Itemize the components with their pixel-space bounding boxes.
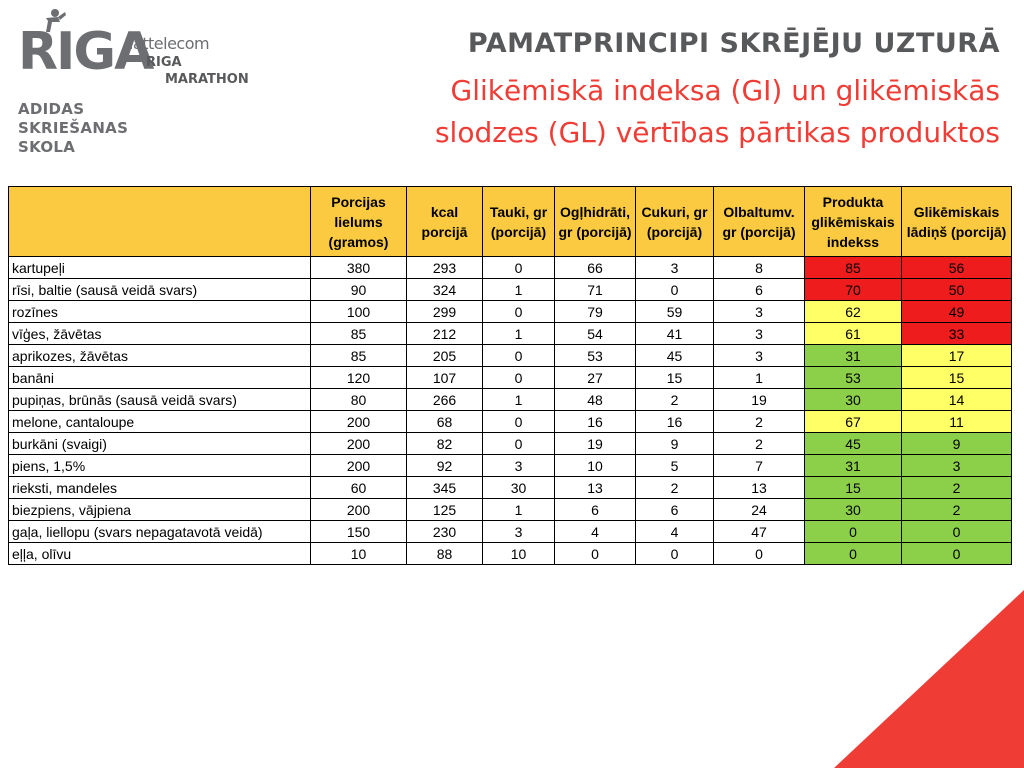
cell-protein: 2 bbox=[714, 411, 805, 433]
table-row bbox=[9, 345, 1012, 367]
cell-protein: 19 bbox=[714, 389, 805, 411]
cell-sugar: 2 bbox=[636, 477, 714, 499]
cell-name: pupiņas, brūnās (sausā veidā svars) bbox=[9, 389, 311, 411]
cell-portion: 60 bbox=[311, 477, 407, 499]
cell-kcal: 82 bbox=[407, 433, 483, 455]
cell-gl: 9 bbox=[902, 433, 1012, 455]
cell-fat: 0 bbox=[483, 345, 555, 367]
cell-carbs: 10 bbox=[555, 455, 636, 477]
cell-carbs: 48 bbox=[555, 389, 636, 411]
column-header: Ogļhidrāti, gr (porcijā) bbox=[555, 187, 636, 257]
table-row bbox=[9, 433, 1012, 455]
table-row bbox=[9, 257, 1012, 279]
cell-gl: 2 bbox=[902, 499, 1012, 521]
table-row bbox=[9, 389, 1012, 411]
cell-kcal: 299 bbox=[407, 301, 483, 323]
column-header: Olbaltumv. gr (porcijā) bbox=[714, 187, 805, 257]
cell-fat: 30 bbox=[483, 477, 555, 499]
cell-kcal: 293 bbox=[407, 257, 483, 279]
cell-carbs: 71 bbox=[555, 279, 636, 301]
cell-fat: 0 bbox=[483, 433, 555, 455]
cell-portion: 90 bbox=[311, 279, 407, 301]
corner-decoration bbox=[834, 590, 1024, 768]
school-name bbox=[18, 100, 128, 157]
cell-protein: 6 bbox=[714, 279, 805, 301]
school-line: ADIDAS bbox=[18, 100, 85, 118]
cell-gi: 31 bbox=[805, 455, 902, 477]
cell-sugar: 5 bbox=[636, 455, 714, 477]
cell-kcal: 230 bbox=[407, 521, 483, 543]
school-line: SKOLA bbox=[18, 138, 76, 156]
cell-portion: 80 bbox=[311, 389, 407, 411]
cell-protein: 1 bbox=[714, 367, 805, 389]
column-header: kcal porcijā bbox=[407, 187, 483, 257]
cell-fat: 3 bbox=[483, 455, 555, 477]
cell-protein: 2 bbox=[714, 433, 805, 455]
cell-sugar: 41 bbox=[636, 323, 714, 345]
logo-sponsor: lattelecom bbox=[129, 34, 210, 53]
table-row bbox=[9, 301, 1012, 323]
cell-portion: 100 bbox=[311, 301, 407, 323]
cell-gl: 15 bbox=[902, 367, 1012, 389]
cell-fat: 10 bbox=[483, 543, 555, 565]
cell-portion: 150 bbox=[311, 521, 407, 543]
cell-kcal: 88 bbox=[407, 543, 483, 565]
column-header bbox=[9, 187, 311, 257]
cell-protein: 24 bbox=[714, 499, 805, 521]
table-row bbox=[9, 279, 1012, 301]
cell-gi: 45 bbox=[805, 433, 902, 455]
cell-name: gaļa, liellopu (svars nepagatavotā veidā) bbox=[9, 521, 311, 543]
cell-gi: 15 bbox=[805, 477, 902, 499]
cell-name: kartupeļi bbox=[9, 257, 311, 279]
logo-event-line2: MARATHON bbox=[165, 72, 249, 87]
cell-sugar: 0 bbox=[636, 543, 714, 565]
cell-kcal: 92 bbox=[407, 455, 483, 477]
cell-fat: 1 bbox=[483, 499, 555, 521]
cell-name: vīģes, žāvētas bbox=[9, 323, 311, 345]
cell-sugar: 59 bbox=[636, 301, 714, 323]
cell-name: rīsi, baltie (sausā veidā svars) bbox=[9, 279, 311, 301]
column-header: Porcijas lielums (gramos) bbox=[311, 187, 407, 257]
cell-kcal: 324 bbox=[407, 279, 483, 301]
cell-protein: 3 bbox=[714, 323, 805, 345]
school-line: SKRIEŠANAS bbox=[18, 119, 129, 137]
cell-name: rozīnes bbox=[9, 301, 311, 323]
cell-gl: 50 bbox=[902, 279, 1012, 301]
table-row bbox=[9, 367, 1012, 389]
cell-sugar: 4 bbox=[636, 521, 714, 543]
cell-portion: 200 bbox=[311, 411, 407, 433]
cell-name: melone, cantaloupe bbox=[9, 411, 311, 433]
cell-gi: 70 bbox=[805, 279, 902, 301]
cell-carbs: 16 bbox=[555, 411, 636, 433]
cell-gl: 17 bbox=[902, 345, 1012, 367]
cell-fat: 3 bbox=[483, 521, 555, 543]
table-row bbox=[9, 521, 1012, 543]
cell-portion: 200 bbox=[311, 499, 407, 521]
cell-protein: 47 bbox=[714, 521, 805, 543]
cell-gl: 0 bbox=[902, 543, 1012, 565]
cell-sugar: 3 bbox=[636, 257, 714, 279]
cell-protein: 3 bbox=[714, 345, 805, 367]
cell-fat: 1 bbox=[483, 389, 555, 411]
cell-carbs: 27 bbox=[555, 367, 636, 389]
cell-gi: 0 bbox=[805, 521, 902, 543]
cell-protein: 7 bbox=[714, 455, 805, 477]
page-title: PAMATPRINCIPI SKRĒJĒJU UZTURĀ bbox=[467, 28, 1000, 59]
riga-marathon-logo bbox=[18, 8, 248, 88]
page-subtitle bbox=[435, 70, 1000, 154]
cell-name: banāni bbox=[9, 367, 311, 389]
cell-name: aprikozes, žāvētas bbox=[9, 345, 311, 367]
cell-kcal: 68 bbox=[407, 411, 483, 433]
subtitle-line: Glikēmiskā indeksa (GI) un glikēmiskās bbox=[450, 74, 1000, 107]
cell-gi: 0 bbox=[805, 543, 902, 565]
column-header: Glikēmiskais lādiņš (porcijā) bbox=[902, 187, 1012, 257]
cell-fat: 1 bbox=[483, 279, 555, 301]
cell-fat: 0 bbox=[483, 257, 555, 279]
table-row bbox=[9, 477, 1012, 499]
cell-protein: 8 bbox=[714, 257, 805, 279]
logo-city: RIGA bbox=[18, 22, 153, 82]
cell-carbs: 13 bbox=[555, 477, 636, 499]
cell-carbs: 53 bbox=[555, 345, 636, 367]
logo-event-line1: RIGA bbox=[146, 55, 182, 70]
cell-kcal: 345 bbox=[407, 477, 483, 499]
cell-protein: 13 bbox=[714, 477, 805, 499]
cell-fat: 0 bbox=[483, 367, 555, 389]
cell-gi: 53 bbox=[805, 367, 902, 389]
column-header: Cukuri, gr (porcijā) bbox=[636, 187, 714, 257]
cell-kcal: 205 bbox=[407, 345, 483, 367]
nutrition-table bbox=[8, 186, 1012, 565]
cell-kcal: 266 bbox=[407, 389, 483, 411]
cell-gi: 31 bbox=[805, 345, 902, 367]
cell-name: burkāni (svaigi) bbox=[9, 433, 311, 455]
cell-gl: 14 bbox=[902, 389, 1012, 411]
cell-gi: 61 bbox=[805, 323, 902, 345]
table-header-row bbox=[9, 187, 1012, 257]
cell-sugar: 15 bbox=[636, 367, 714, 389]
cell-gi: 30 bbox=[805, 499, 902, 521]
cell-portion: 200 bbox=[311, 433, 407, 455]
cell-portion: 200 bbox=[311, 455, 407, 477]
cell-sugar: 2 bbox=[636, 389, 714, 411]
table-row bbox=[9, 499, 1012, 521]
cell-gi: 85 bbox=[805, 257, 902, 279]
cell-gl: 0 bbox=[902, 521, 1012, 543]
cell-kcal: 107 bbox=[407, 367, 483, 389]
cell-portion: 380 bbox=[311, 257, 407, 279]
cell-name: eļļa, olīvu bbox=[9, 543, 311, 565]
cell-sugar: 9 bbox=[636, 433, 714, 455]
cell-gl: 3 bbox=[902, 455, 1012, 477]
cell-carbs: 79 bbox=[555, 301, 636, 323]
cell-portion: 120 bbox=[311, 367, 407, 389]
cell-gl: 2 bbox=[902, 477, 1012, 499]
cell-sugar: 45 bbox=[636, 345, 714, 367]
cell-carbs: 54 bbox=[555, 323, 636, 345]
cell-portion: 85 bbox=[311, 345, 407, 367]
table-row bbox=[9, 455, 1012, 477]
cell-gi: 30 bbox=[805, 389, 902, 411]
cell-portion: 85 bbox=[311, 323, 407, 345]
cell-carbs: 66 bbox=[555, 257, 636, 279]
cell-carbs: 0 bbox=[555, 543, 636, 565]
cell-carbs: 6 bbox=[555, 499, 636, 521]
table-row bbox=[9, 411, 1012, 433]
cell-portion: 10 bbox=[311, 543, 407, 565]
cell-sugar: 16 bbox=[636, 411, 714, 433]
cell-gl: 11 bbox=[902, 411, 1012, 433]
column-header: Produkta glikēmiskais indekss bbox=[805, 187, 902, 257]
cell-sugar: 0 bbox=[636, 279, 714, 301]
cell-name: piens, 1,5% bbox=[9, 455, 311, 477]
cell-name: rieksti, mandeles bbox=[9, 477, 311, 499]
cell-protein: 3 bbox=[714, 301, 805, 323]
cell-protein: 0 bbox=[714, 543, 805, 565]
cell-gl: 49 bbox=[902, 301, 1012, 323]
cell-carbs: 4 bbox=[555, 521, 636, 543]
cell-kcal: 125 bbox=[407, 499, 483, 521]
cell-gl: 56 bbox=[902, 257, 1012, 279]
table-body bbox=[9, 257, 1012, 565]
table-row bbox=[9, 543, 1012, 565]
subtitle-line: slodzes (GL) vērtības pārtikas produktos bbox=[434, 116, 1000, 149]
cell-kcal: 212 bbox=[407, 323, 483, 345]
cell-fat: 0 bbox=[483, 301, 555, 323]
cell-sugar: 6 bbox=[636, 499, 714, 521]
cell-name: biezpiens, vājpiena bbox=[9, 499, 311, 521]
cell-carbs: 19 bbox=[555, 433, 636, 455]
column-header: Tauki, gr (porcijā) bbox=[483, 187, 555, 257]
cell-gi: 62 bbox=[805, 301, 902, 323]
table-row bbox=[9, 323, 1012, 345]
cell-gl: 33 bbox=[902, 323, 1012, 345]
cell-fat: 0 bbox=[483, 411, 555, 433]
cell-gi: 67 bbox=[805, 411, 902, 433]
cell-fat: 1 bbox=[483, 323, 555, 345]
